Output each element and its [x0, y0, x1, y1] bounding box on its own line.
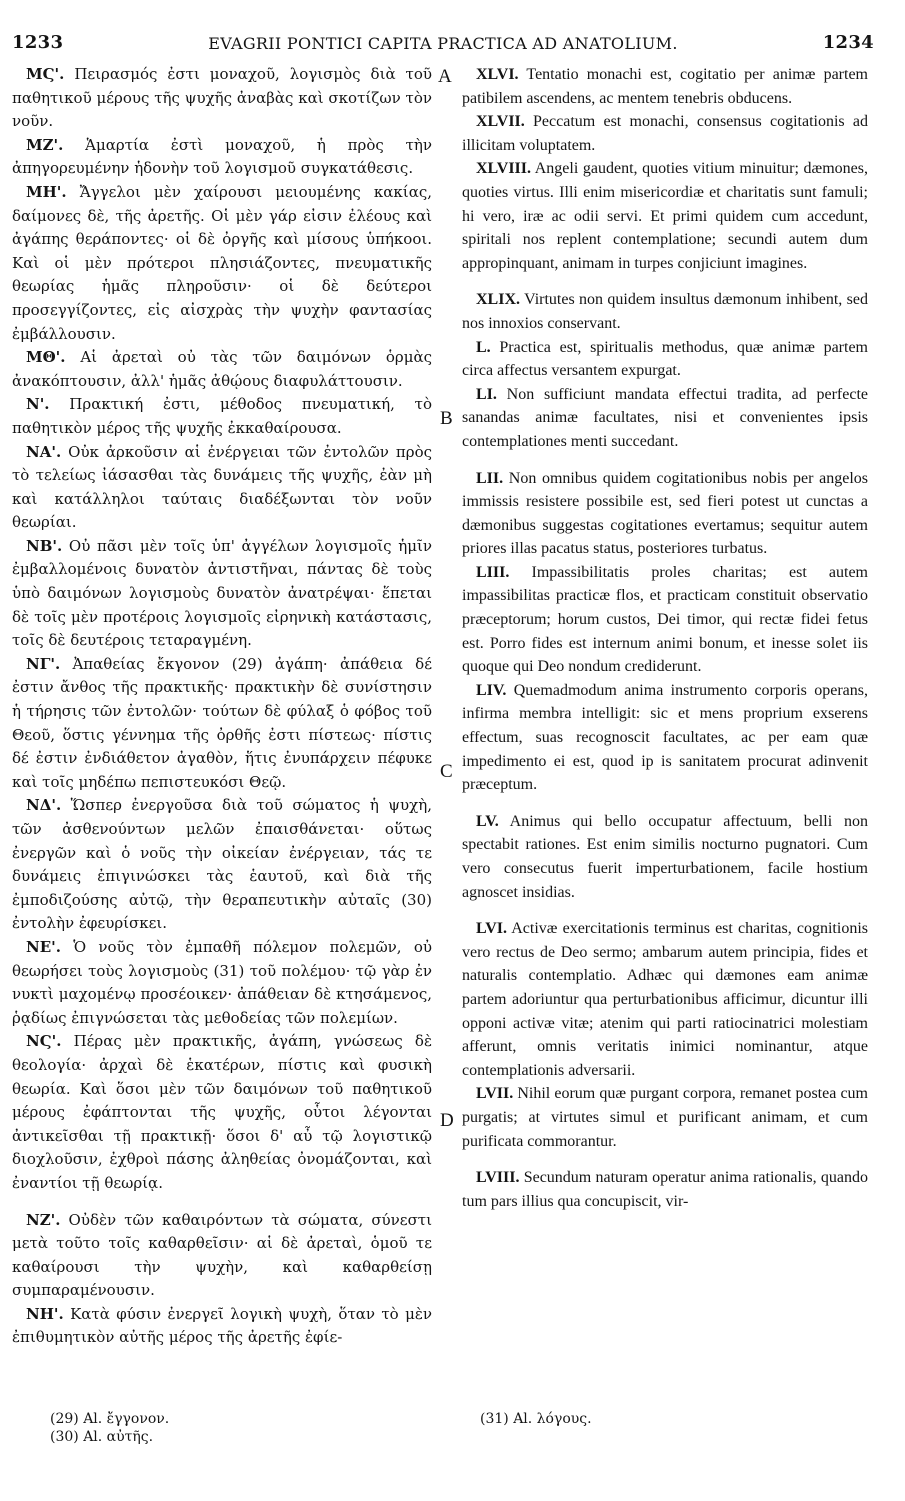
chapter-text: Virtutes non quidem insultus dæmonum inhibent, sed nos innoxios conservant. [462, 291, 868, 332]
margin-marker: B [440, 408, 453, 429]
chapter-text: Οὐ πᾶσι μὲν τοῖς ὑπ' ἀγγέλων λογισμοῖς ἡμῖν ἐμβαλλομένοις δυνατὸν ἀντιστῆναι, πάντας δὲ τοὺς ὑπὸ δαιμόνων λογισμοὺς δυνατὸν ἀνατρέψαι· ἕπεται δὲ τοῖς μὲν προτέροις λογισμοῖς εἰρηνικὴ κατάστασις, τοῖς δὲ δευτέροις τεταραγμένη. [12, 536, 432, 650]
greek-chapter [12, 134, 432, 181]
chapter-number: L. [476, 338, 491, 356]
chapter-text: Πειρασμός ἐστι μοναχοῦ, λογισμὸς διὰ τοῦ παθητικοῦ μέρους τῆς ψυχῆς ἀναβὰς καὶ σκοτίζων τὸν νοῦν. [12, 65, 432, 131]
latin-chapter [462, 1082, 868, 1153]
chapter-number: ΝΔ'. [26, 796, 62, 815]
margin-marker: A [438, 66, 452, 87]
chapter-number: LII. [476, 469, 504, 487]
greek-chapter [12, 63, 432, 134]
page-header [12, 32, 874, 58]
latin-chapter [462, 467, 868, 561]
chapter-text: Non omnibus quidem cogitationibus nobis per angelos immissis resistere possibile est, sed fieri potest ut cunctas a dæmonibus suggestas cogitationes evertamus; sequitur autem priores illas pacatus status, posteriores turbatus. [462, 469, 868, 558]
greek-chapter [12, 794, 432, 936]
page-number-right: 1234 [822, 32, 874, 53]
greek-chapter [12, 1303, 432, 1350]
chapter-text: Peccatum est monachi, consensus cogitationis ad illicitam voluptatem. [462, 113, 868, 154]
chapter-text: Animus qui bello occupatur affectuum, belli non spectabit rationes. Est enim similis nocturno pugnatori. Cum vero consecutus fuerit imperturbationem, facile hostium agnoscet insidias. [462, 812, 868, 901]
chapter-text: Quemadmodum anima instrumento corporis operans, infirma membra intelligit: sic et mens proprium exserens effectum, suas recognoscit facultates, ac per eam quæ impedimento ei est, quod ip is sanitatem procurat adinvenit præceptum. [462, 681, 868, 794]
chapter-text: Tentatio monachi est, cogitatio per animæ partem patibilem ascendens, ac mentem tenebris obducens. [462, 66, 868, 107]
greek-column [12, 63, 432, 1350]
chapter-number: ΝΑ'. [26, 442, 62, 461]
chapter-number: ΜΘ'. [26, 348, 66, 367]
latin-chapter [462, 561, 868, 679]
chapter-text: Activæ exercitationis terminus est charitas, cognitionis vero rectus de Deo sermo; ambarum autem principia, fides et naturalis contemplatio. Adhæc qui dæmones eam animæ partem adoriuntur qua perturbationibus afficimur, dicuntur illi opponi activæ vitæ; atenim qui parti ratiocinatrici molestiam afferunt, omnis veritatis inimici nominantur, atque contemplationis adversarii. [462, 920, 868, 1079]
chapter-number: XLVII. [476, 113, 525, 131]
margin-marker: C [440, 761, 453, 782]
latin-chapter [462, 810, 868, 904]
chapter-text: Ὥσπερ ἐνεργοῦσα διὰ τοῦ σώματος ἡ ψυχὴ, τῶν ἀσθενούντων μελῶν ἐπαισθάνεται· οὕτως ἐνεργῶν καὶ ὁ νοῦς τὴν οἰκείαν ἐνέργειαν, τάς τε δυνάμεις ἐπιγινώσκει τὰς ἑαυτοῦ, καὶ διὰ τῆς ἐμποδιζούσης αὐτῷ, τὴν θεραπευτικὴν αὐταῖς (30) ἐντολὴν ἐφευρίσκει. [12, 796, 432, 933]
chapter-text: Κατὰ φύσιν ἐνεργεῖ λογικὴ ψυχὴ, ὅταν τὸ μὲν ἐπιθυμητικὸν αὐτῆς μέρος τῆς ἀρετῆς ἐφίε- [12, 1304, 432, 1347]
chapter-text: Impassibilitatis proles charitas; est autem impassibilitas practicæ flos, et practicam constituit observatio præceptorum; horum custos, Dei timor, qui rectæ fidei fetus est. Porro fides est internum animi bonum, et inesse solet iis quoque qui Deo nondum crediderunt. [462, 563, 868, 676]
chapter-text: Secundum naturam operatur anima rationalis, quando tum pars illius qua concupiscit, vir- [462, 1169, 868, 1210]
greek-chapter [12, 1030, 432, 1195]
greek-chapter [12, 936, 432, 1030]
chapter-number: ΝΓ'. [26, 654, 61, 673]
latin-chapter [462, 383, 868, 454]
footnotes-left [50, 1410, 169, 1446]
latin-chapter [462, 288, 868, 335]
chapter-text: Πρακτική ἐστι, μέθοδος πνευματική, τὸ παθητικὸν μέρος τῆς ψυχῆς ἐκκαθαίρουσα. [12, 395, 432, 437]
latin-chapter [462, 63, 868, 110]
footnote: (30) Al. αὐτῆς. [50, 1429, 154, 1445]
chapter-text: Οὐκ ἀρκοῦσιν αἱ ἐνέργειαι τῶν ἐντολῶν πρὸς τὸ τελείως ἰάσασθαι τὰς δυνάμεις τῆς ψυχῆς, ἐὰν μὴ καὶ κατάλληλοι ταύταις διαδέξωνται τὸν νοῦν θεωρίαι. [12, 442, 432, 532]
chapter-number: LVI. [476, 920, 507, 938]
latin-chapter [462, 679, 868, 797]
greek-chapter [12, 1209, 432, 1303]
chapter-number: LV. [476, 812, 499, 830]
margin-marker: D [440, 1110, 454, 1131]
chapter-number: XLVIII. [476, 160, 531, 178]
chapter-number: ΝΖ'. [26, 1210, 61, 1229]
chapter-text: Nihil eorum quæ purgant corpora, remanet postea cum purgatis; at virtutes simul et purificant animam, et cum purificata commorantur. [462, 1085, 868, 1150]
latin-column [462, 63, 868, 1213]
chapter-text: Ἁμαρτία ἐστὶ μοναχοῦ, ἡ πρὸς τὴν ἀπηγορευμένην ἡδονὴν τοῦ λογισμοῦ συγκατάθεσις. [12, 135, 432, 178]
greek-chapter [12, 346, 432, 393]
chapter-text: Οὐδὲν τῶν καθαιρόντων τὰ σώματα, σύνεστι μετὰ τοῦτο τοῖς καθαρθεῖσιν· αἱ δὲ ἀρεταὶ, ὁμοῦ τε καθαίρουσι τὴν ψυχὴν, καὶ καθαρθείσῃ συμπαραμένουσιν. [12, 1210, 432, 1300]
chapter-number: LI. [476, 385, 497, 403]
greek-chapter [12, 393, 432, 440]
chapter-number: LVIII. [476, 1169, 520, 1187]
chapter-number: ΝΗ'. [26, 1304, 64, 1323]
chapter-number: LVII. [476, 1085, 514, 1103]
greek-chapter [12, 181, 432, 346]
chapter-text: Πέρας μὲν πρακτικῆς, ἀγάπη, γνώσεως δὲ θεολογία· ἀρχαὶ δὲ ἑκατέρων, πίστις καὶ φυσικὴ θεωρία. Καὶ ὅσοι μὲν τῶν δαιμόνων τοῦ παθητικοῦ μέρους ἐφάπτονται τῆς ψυχῆς, οὗτοι λέγονται ἀντικεῖσθαι τῇ πρακτικῇ· ὅσοι δ' αὖ τῷ λογιστικῷ διοχλοῦσιν, ἐχθροὶ πάσης ἀληθείας ὀνομάζονται, καὶ ἐναντίοι τῇ θεωρίᾳ. [12, 1032, 432, 1192]
chapter-text: Non sufficiunt mandata effectui tradita, ad perfecte sanandas animæ facultates, nisi et convenientes ipsis contemplationes menti succedant. [462, 385, 868, 450]
greek-chapter [12, 441, 432, 535]
chapter-text: Ἄγγελοι μὲν χαίρουσι μειουμένης κακίας, δαίμονες δὲ, τῆς ἀρετῆς. Οἱ μὲν γάρ εἰσιν ἐλέους καὶ ἀγάπης θεράποντες· οἱ δὲ ὀργῆς καὶ μίσους ὑπήκοοι. Καὶ οἱ μὲν πρότεροι πλησιάζοντες, πνευματικῆς θεωρίας ἡμᾶς πληροῦσιν· οἱ δὲ δεύτεροι προσεγγίζοντες, εἰς αἰσχρὰς τὴν ψυχὴν φαντασίας ἐμβάλλουσιν. [12, 182, 432, 343]
chapter-text: Practica est, spiritualis methodus, quæ animæ partem circa affectus versantem expurgat. [462, 338, 868, 380]
chapter-number: Ν'. [26, 395, 50, 414]
page-number-left: 1233 [12, 32, 64, 53]
latin-chapter [462, 336, 868, 383]
footnotes-right [480, 1410, 592, 1428]
chapter-number: LIV. [476, 681, 507, 699]
chapter-number: ΜΗ'. [26, 182, 67, 201]
chapter-number: LIII. [476, 563, 510, 581]
running-title: EVAGRII PONTICI CAPITA PRACTICA AD ANATOLIUM. [208, 34, 678, 53]
chapter-number: ΜϚ'. [26, 65, 65, 83]
latin-chapter [462, 1166, 868, 1213]
chapter-number: ΝΕ'. [26, 937, 61, 956]
greek-chapter [12, 653, 432, 795]
latin-chapter [462, 110, 868, 157]
chapter-number: XLIX. [476, 291, 521, 309]
chapter-text: Angeli gaudent, quoties vitium minuitur; dæmones, quoties virtus. Illi enim misericordiæ et charitatis sunt famuli; hi vero, iræ ac odii servi. Et primi quidem cum accedunt, spiritali nos replent contemplatione; secundi autem dum appropinquant, animam in turpes conjiciunt imagines. [462, 160, 868, 272]
footnote: (31) Al. λόγους. [480, 1411, 592, 1427]
footnote: (29) Al. ἔγγονον. [50, 1411, 170, 1427]
latin-chapter [462, 917, 868, 1082]
chapter-number: XLVI. [476, 66, 519, 83]
chapter-text: Ἀπαθείας ἔκγονον (29) ἀγάπη· ἀπάθεια δέ ἐστιν ἄνθος τῆς πρακτικῆς· πρακτικὴν δὲ συνίστησιν ἡ τήρησις τῶν ἐντολῶν· τούτων δὲ φύλαξ ὁ φόβος τοῦ Θεοῦ, ὅστις γέννημα τῆς ὀρθῆς ἐστι πίστεως· πίστις δέ ἐστιν ἐνδιάθετον ἀγαθὸν, ἥτις ἐνυπάρχειν πέφυκε καὶ τοῖς μηδέπω πεπιστευκόσι Θεῷ. [12, 654, 432, 791]
chapter-number: ΝϚ'. [26, 1032, 62, 1051]
latin-chapter [462, 157, 868, 275]
chapter-number: ΜΖ'. [26, 135, 64, 154]
chapter-text: Αἱ ἀρεταὶ οὐ τὰς τῶν δαιμόνων ὁρμὰς ἀνακόπτουσιν, ἀλλ' ἡμᾶς ἀθῴους διαφυλάττουσιν. [12, 348, 432, 390]
greek-chapter [12, 535, 432, 653]
chapter-number: ΝΒ'. [26, 536, 63, 555]
chapter-text: Ὁ νοῦς τὸν ἐμπαθῆ πόλεμον πολεμῶν, οὐ θεωρήσει τοὺς λογισμοὺς (31) τοῦ πολέμου· τῷ γὰρ ἐν νυκτὶ μαχομένῳ προσέοικεν· ἀπάθειαν δὲ κτησάμενος, ῥᾳδίως ἐπιγνώσεται τὰς μεθοδείας τῶν πολεμίων. [12, 937, 432, 1027]
